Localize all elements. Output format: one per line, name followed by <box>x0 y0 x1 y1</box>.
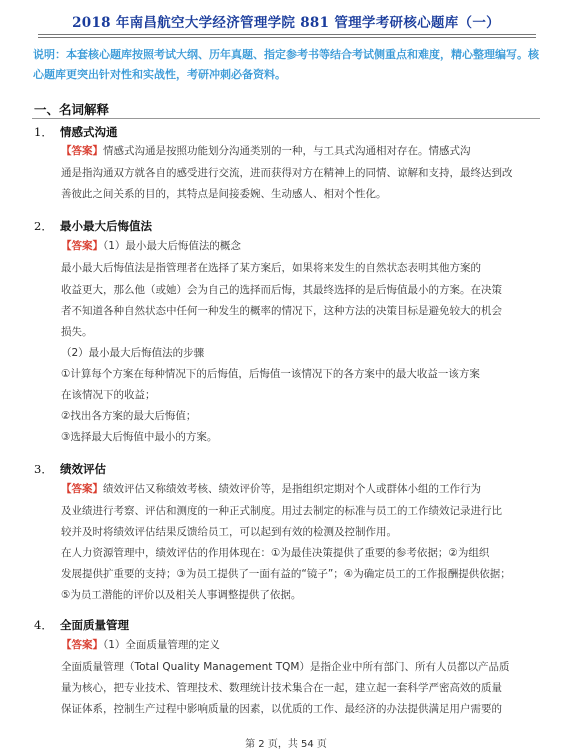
answer-line: 及业绩进行考察、评估和测度的一种正式制度。用过去制定的标准与员工的工作绩效记录进行比 <box>61 505 502 517</box>
term-heading <box>34 461 106 477</box>
answer-line: 在该情况下的收益； <box>61 389 156 401</box>
answer-label: 【答案】 <box>61 240 103 252</box>
answer-line <box>61 482 481 496</box>
term-title: 绩效评估 <box>60 462 106 476</box>
answer-line <box>61 144 471 158</box>
answer-label: 【答案】 <box>61 483 103 495</box>
term-number: 4． <box>34 618 53 632</box>
answer-line: 善彼此之间关系的目的，其特点是间接委婉、生动感人、相对个性化。 <box>61 188 387 200</box>
title-rule-bottom <box>38 37 536 38</box>
answer-line: 通是指沟通双方就各自的感受进行交流，进而获得对方在精神上的同情、谅解和支持，最终达到改 <box>61 167 513 179</box>
intro-note: 说明：本套核心题库按照考试大纲、历年真题、指定参考书等结合考试侧重点和难度，精心整理编写。核心题库更突出针对性和实战性，考研冲刺必备资料。 <box>33 48 539 81</box>
term-number: 3． <box>34 462 53 476</box>
answer-line: ⑤为员工潜能的评价以及相关人事调整提供了依据。 <box>61 589 302 601</box>
term-title: 最小最大后悔值法 <box>60 219 152 233</box>
answer-label: 【答案】 <box>61 145 103 157</box>
answer-label: 【答案】 <box>61 639 103 651</box>
term-title: 情感式沟通 <box>60 125 118 139</box>
section-rule <box>32 118 540 119</box>
answer-line <box>61 239 241 253</box>
answer-line: 者不知道各种自然状态中任何一种发生的概率的情况下，这种方法的决策目标是避免较大的机会 <box>61 305 502 317</box>
answer-line: 在人力资源管理中，绩效评估的作用体现在：①为最佳决策提供了重要的参考依据；②为组织 <box>61 547 490 559</box>
term-heading <box>34 124 118 140</box>
answer-line: ②找出各方案的最大后悔值； <box>61 410 197 422</box>
answer-line: 收益更大，那么他（或她）会为自己的选择而后悔，其最终选择的是后悔值最小的方案。在决策 <box>61 284 502 296</box>
answer-line: 全面质量管理（Total Quality Management TQM）是指企业中所有部门、所有人员都以产品质 <box>61 661 510 673</box>
term-number: 2． <box>34 219 53 233</box>
answer-line: 损失。 <box>61 326 93 338</box>
section-title: 一、名词解释 <box>34 102 110 117</box>
page-footer: 第 2 页，共 54 页 <box>245 739 327 750</box>
answer-line: ①计算每个方案在每种情况下的后悔值，后悔值一该情况下的各方案中的最大收益一该方案 <box>61 368 480 380</box>
answer-text: 情感式沟通是按照功能划分沟通类别的一种，与工具式沟通相对存在。情感式沟 <box>103 145 471 157</box>
answer-line: （2）最小最大后悔值法的步骤 <box>61 347 205 359</box>
answer-line: 较并及时将绩效评估结果反馈给员工，可以起到有效的检测及控制作用。 <box>61 526 397 538</box>
answer-text: （1）最小最大后悔值法的概念 <box>103 240 241 252</box>
answer-text: 绩效评估又称绩效考核、绩效评价等，是指组织定期对个人或群体小组的工作行为 <box>103 483 481 495</box>
term-number: 1． <box>34 125 53 139</box>
title-rule-top <box>38 34 536 35</box>
answer-line: ③选择最大后悔值中最小的方案。 <box>61 431 218 443</box>
term-heading <box>34 218 152 234</box>
answer-line: 最小最大后悔值法是指管理者在选择了某方案后，如果将来发生的自然状态表明其他方案的 <box>61 262 481 274</box>
document-title: 2018 年南昌航空大学经济管理学院 881 管理学考研核心题库（一） <box>72 15 500 31</box>
term-heading <box>34 617 129 633</box>
answer-text: （1）全面质量管理的定义 <box>103 639 220 651</box>
answer-line <box>61 638 220 652</box>
answer-line: 发展提供扩重要的支持；③为员工提供了一面有益的“镜子”；④为确定员工的工作报酬提供依据； <box>61 568 511 580</box>
answer-line: 保证体系，控制生产过程中影响质量的因素，以优质的工作、最经济的办法提供满足用户需要的 <box>61 703 502 715</box>
answer-line: 量为核心，把专业技术、管理技术、数理统计技术集合在一起，建立起一套科学严密高效的质量 <box>61 682 502 694</box>
term-title: 全面质量管理 <box>60 618 129 632</box>
